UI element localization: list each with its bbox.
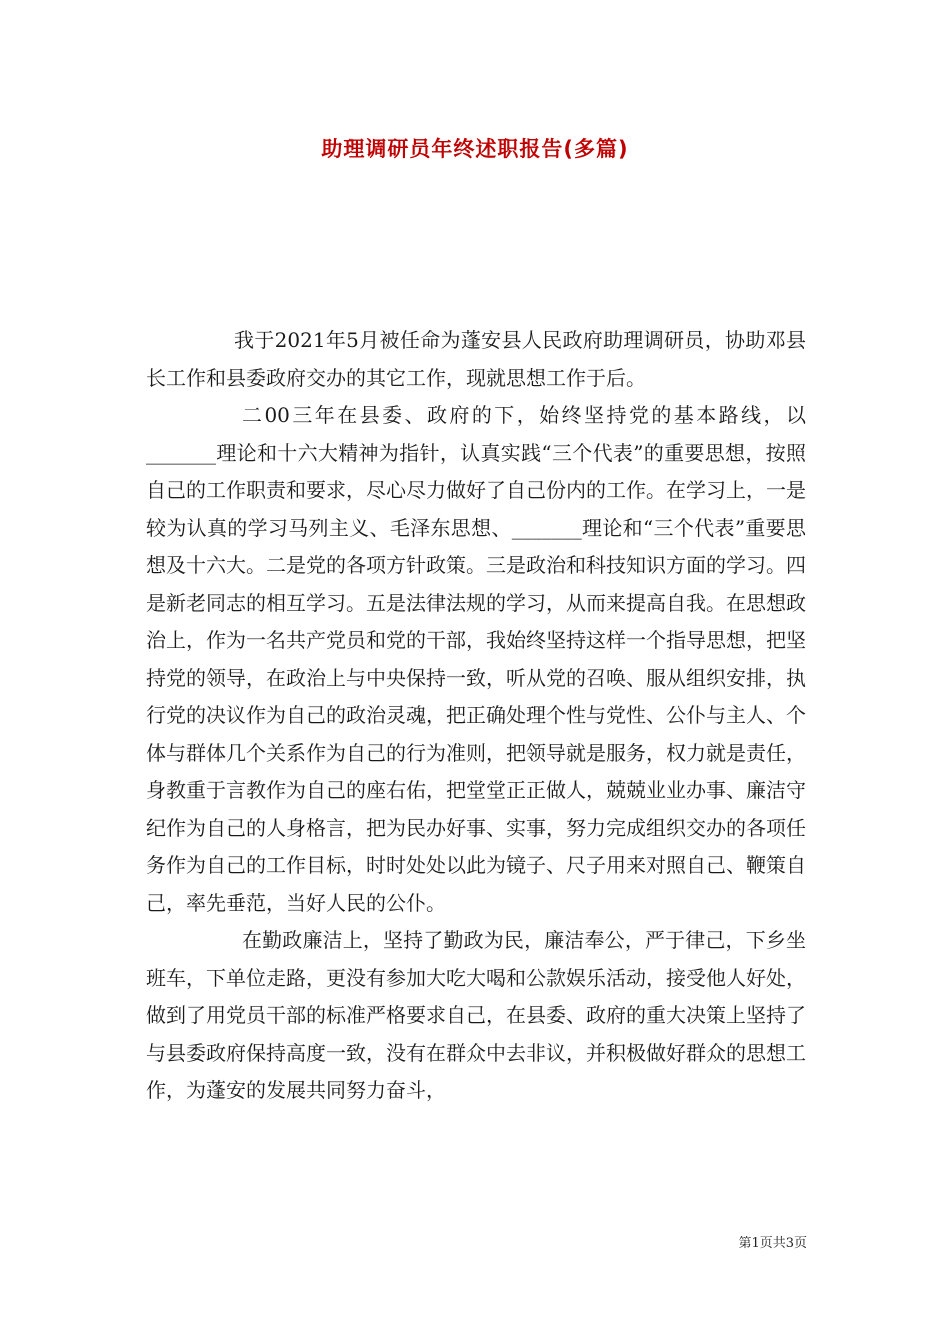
- paragraph-3: 在勤政廉洁上，坚持了勤政为民，廉洁奉公，严于律己，下乡坐班车，下单位走路，更没有参加大吃大喝和公款娱乐活动，接受他人好处，做到了用党员干部的标准严格要求自己，在县委、政府的重大决策上坚持了与县委政府保持高度一致，没有在群众中去非议，并积极做好群众的思想工作，为蓬安的发展共同努力奋斗，: [146, 928, 806, 1102]
- page-footer: 第1页共3页: [738, 1236, 807, 1251]
- document-body: [146, 322, 806, 1110]
- paragraph-2: 二00三年在县委、政府的下，始终坚持党的基本路线，以_______理论和十六大精神为指针，认真实践“三个代表”的重要思想，按照自己的工作职责和要求，尽心尽力做好了自己份内的工作。在学习上，一是较为认真的学习马列主义、毛泽东思想、_______理论和“三个代表”重要思想及十六大。二是党的各项方针政策。三是政治和科技知识方面的学习。四是新老同志的相互学习。五是法律法规的学习，从而来提高自我。在思想政治上，作为一名共产党员和党的干部，我始终坚持这样一个指导思想，把坚持党的领导，在政治上与中央保持一致，听从党的召唤、服从组织安排，执行党的决议作为自己的政治灵魂，把正确处理个性与党性、公仆与主人、个体与群体几个关系作为自己的行为准则，把领导就是服务，权力就是责任，身教重于言教作为自己的座右佑，把堂堂正正做人，兢兢业业办事、廉洁守纪作为自己的人身格言，把为民办好事、实事，努力完成组织交办的各项任务作为自己的工作目标，时时处处以此为镜子、尺子用来对照自己、鞭策自己，率先垂范，当好人民的公仆。: [146, 403, 806, 915]
- paragraph-1: 我于2021年5月被任命为蓬安县人民政府助理调研员，协助邓县长工作和县委政府交办的其它工作，现就思想工作于后。: [146, 328, 806, 390]
- document-title: 助理调研员年终述职报告(多篇): [321, 137, 629, 161]
